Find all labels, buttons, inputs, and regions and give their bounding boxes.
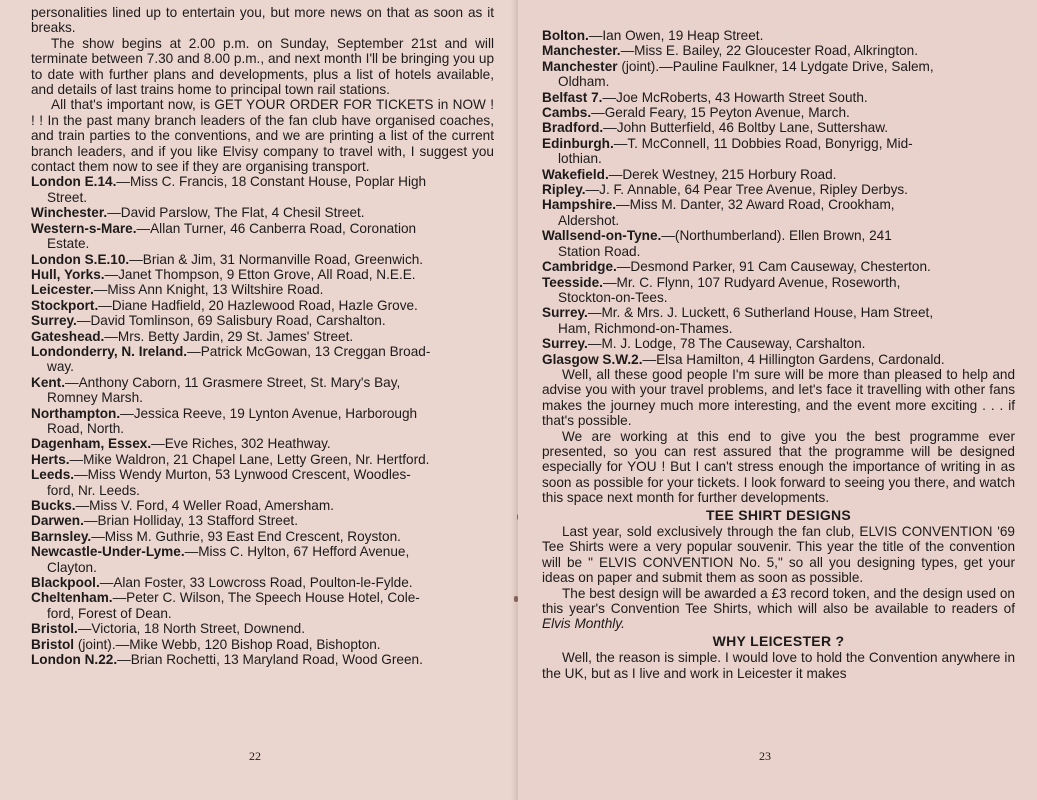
magazine-title: Elvis Monthly.: [542, 616, 625, 632]
branch-leader-entry: [31, 375, 494, 406]
branch-place: Leeds.: [31, 467, 75, 483]
branch-contact: —Miss C. Hylton, 67 Hefford Avenue,: [184, 544, 410, 560]
branch-place: Gateshead.: [31, 328, 105, 344]
branch-place: Glasgow S.W.2.: [542, 351, 643, 367]
right-page: [518, 0, 1037, 800]
branch-contact: —Mrs. Betty Jardin, 29 St. James' Street.: [104, 328, 354, 344]
branch-contact-continued: way.: [47, 359, 74, 375]
branch-contact: —Joe McRoberts, 43 Howarth Street South.: [602, 89, 868, 105]
branch-place: Bristol: [31, 636, 75, 652]
branch-leader-entry: [31, 282, 494, 297]
branch-leader-entry: [542, 352, 1015, 367]
branch-contact: —Miss Wendy Murton, 53 Lynwood Crescent, Woodles-: [74, 467, 411, 483]
branch-place: Surrey.: [31, 313, 77, 329]
branch-leader-entry: [542, 182, 1015, 197]
branch-leader-entry: [31, 498, 494, 513]
branch-contact: —Ian Owen, 19 Heap Street.: [588, 28, 764, 43]
branch-place: Stockport.: [31, 297, 99, 313]
tee-paragraph-2: [542, 586, 1015, 632]
branch-leader-entry: [542, 28, 1015, 43]
branch-contact: (joint).—Pauline Faulkner, 14 Lydgate Drive, Salem,: [617, 58, 934, 74]
branch-leader-entry: [31, 406, 494, 437]
branch-leader-entry: [31, 436, 494, 451]
branch-place: Cambs.: [542, 105, 592, 121]
branch-place: Winchester.: [31, 205, 108, 221]
left-page: [0, 0, 518, 800]
branch-leader-entry: [31, 621, 494, 636]
branch-leader-entry: [542, 228, 1015, 259]
page-number-left: 22: [249, 748, 261, 763]
branch-place: Northampton.: [31, 405, 121, 421]
branch-contact: —Mr. & Mrs. J. Luckett, 6 Sutherland House, Ham Street,: [587, 305, 934, 321]
branch-leader-entry: [542, 197, 1015, 228]
branch-contact: —Diane Hadfield, 20 Hazlewood Road, Hazle Grove.: [98, 297, 418, 313]
branch-contact: —Elsa Hamilton, 4 Hillington Gardens, Cardonald.: [642, 351, 945, 367]
branch-contact: —Gerald Feary, 15 Peyton Avenue, March.: [591, 105, 850, 121]
branch-leader-entry: [31, 452, 494, 467]
branch-place: Blackpool.: [31, 575, 100, 591]
branch-leader-entry: [31, 637, 494, 652]
branch-contact: —Miss V. Ford, 4 Weller Road, Amersham.: [75, 498, 334, 513]
branch-contact-continued: ford, Nr. Leeds.: [47, 482, 140, 498]
branch-leader-entry: [31, 205, 494, 220]
branch-place: Kent.: [31, 374, 65, 390]
branch-leader-entry: [542, 105, 1015, 120]
branch-place: Manchester: [542, 58, 618, 74]
branch-place: Belfast 7.: [542, 89, 603, 105]
branch-contact: —T. McConnell, 11 Dobbies Road, Bonyrigg, Mid-: [613, 135, 913, 151]
branch-place: Newcastle-Under-Lyme.: [31, 544, 185, 560]
branch-place: London E.14.: [31, 174, 117, 190]
branch-contact-continued: Estate.: [47, 236, 90, 252]
branch-leader-entry: [31, 329, 494, 344]
branch-contact: —Eve Riches, 302 Heathway.: [151, 436, 331, 452]
page-number-right: 23: [759, 748, 771, 763]
branch-place: Wakefield.: [542, 166, 609, 182]
branch-contact: —Derek Westney, 215 Horbury Road.: [608, 166, 837, 182]
branch-contact: —Miss E. Bailey, 22 Gloucester Road, Alkrington.: [620, 43, 919, 59]
why-paragraph: Well, the reason is simple. I would love to hold the Convention anywhere in the UK, but as I live and work in Leicester it makes: [542, 650, 1015, 681]
why-leicester-heading: WHY LEICESTER ?: [712, 632, 845, 649]
tee-paragraph-1: Last year, sold exclusively through the fan club, ELVIS CONVENTION '69 Tee Shirts were a very popular souvenir. This year the title of the convention will be " ELVIS CONVENTION No. 5," so all you designing types, get your ideas on paper and submit them as soon as possible.: [542, 524, 1015, 586]
branch-leader-entry: [31, 513, 494, 528]
branch-leader-entry: [542, 275, 1015, 306]
branch-place: Bucks.: [31, 498, 76, 513]
branch-leaders-list-left: [31, 174, 494, 667]
branch-contact: —Peter C. Wilson, The Speech House Hotel, Cole-: [112, 590, 420, 606]
branch-contact: —Miss Ann Knight, 13 Wiltshire Road.: [93, 282, 324, 298]
branch-leader-entry: [31, 298, 494, 313]
branch-contact: (joint).—Mike Webb, 120 Bishop Road, Bishopton.: [74, 636, 381, 652]
branch-contact-continued: Road, North.: [47, 420, 125, 436]
branch-place: Londonderry, N. Ireland.: [31, 343, 188, 359]
closing-paragraph-1: Well, all these good people I'm sure will be more than pleased to help and advise you with your travel problems, and let's face it travelling with other fans makes the journey much more interesting, and the event more exciting . . . if that's possible.: [542, 366, 1015, 429]
branch-place: Manchester.: [542, 43, 621, 59]
branch-leader-entry: [542, 259, 1015, 274]
branch-contact: —M. J. Lodge, 78 The Causeway, Carshalton.: [587, 336, 866, 352]
branch-leader-entry: [31, 267, 494, 282]
branch-place: Cambridge.: [542, 259, 617, 275]
branch-place: Edinburgh.: [542, 135, 614, 151]
branch-leader-entry: [542, 336, 1015, 351]
branch-contact: —Brian & Jim, 31 Normanville Road, Greenwich.: [129, 251, 424, 267]
branch-leader-entry: [542, 136, 1015, 167]
branch-leader-entry: [542, 90, 1015, 105]
branch-contact-continued: Clayton.: [47, 559, 97, 575]
branch-contact: —Mike Waldron, 21 Chapel Lane, Letty Green, Nr. Hertford.: [69, 451, 430, 467]
intro-paragraph-3: All that's important now, is GET YOUR ORDER FOR TICKETS in NOW ! ! ! In the past many branch leaders of the fan club have organised coaches, and train parties to the conventions, and we are printing a list of the current branch leaders, and if you like Elvisy company to travel with, I suggest you contact them now to see if they are organising transport.: [31, 97, 494, 175]
branch-leader-entry: [31, 174, 494, 205]
branch-place: Bolton.: [542, 28, 589, 43]
branch-place: Western-s-Mare.: [31, 220, 137, 236]
branch-place: Teesside.: [542, 274, 603, 290]
branch-place: Ripley.: [542, 182, 586, 198]
branch-contact: —Alan Foster, 33 Lowcross Road, Poulton-le-Fylde.: [99, 575, 413, 591]
branch-contact-continued: Stockton-on-Tees.: [558, 289, 668, 305]
branch-contact: —J. F. Annable, 64 Pear Tree Avenue, Ripley Derbys.: [585, 182, 908, 198]
branch-place: London N.22.: [31, 652, 118, 668]
branch-place: Bradford.: [542, 120, 604, 136]
branch-place: Wallsend-on-Tyne.: [542, 228, 662, 244]
branch-leader-entry: [31, 652, 494, 667]
branch-leader-entry: [31, 313, 494, 328]
branch-leader-entry: [31, 252, 494, 267]
branch-contact-continued: Street.: [47, 189, 88, 205]
branch-contact: —Victoria, 18 North Street, Downend.: [77, 621, 306, 637]
closing-paragraph-2: We are working at this end to give you the best programme ever presented, so you can rest assured that the programme will be designed especially for YOU ! But I can't stress enough the importance of writing in as soon as possible for your tickets. I look forward to seeing you there, and watch this space next month for further developments.: [542, 428, 1015, 506]
branch-contact: —John Butterfield, 46 Boltby Lane, Suttershaw.: [603, 120, 889, 136]
branch-contact: —Patrick McGowan, 13 Creggan Broad-: [187, 343, 431, 359]
branch-contact: —Desmond Parker, 91 Cam Causeway, Chesterton.: [616, 259, 931, 275]
branch-leader-entry: [542, 167, 1015, 182]
branch-contact-continued: lothian.: [558, 151, 602, 167]
branch-leader-entry: [31, 590, 494, 621]
branch-place: Cheltenham.: [31, 590, 113, 606]
branch-place: London S.E.10.: [31, 251, 130, 267]
branch-contact: —Miss C. Francis, 18 Constant House, Poplar High: [116, 174, 427, 190]
branch-place: Hull, Yorks.: [31, 266, 105, 282]
branch-leader-entry: [31, 467, 494, 498]
branch-contact-continued: Ham, Richmond-on-Thames.: [558, 320, 733, 336]
branch-leader-entry: [31, 221, 494, 252]
branch-contact: —Miss M. Guthrie, 93 East End Crescent, Royston.: [91, 528, 401, 544]
tee-paragraph-2-text: The best design will be awarded a £3 record token, and the design used on this year's Convention Tee Shirts, which will also be available to readers of: [542, 585, 1015, 617]
branch-leader-entry: [542, 59, 1015, 90]
branch-contact: —Brian Holliday, 13 Stafford Street.: [83, 513, 298, 529]
branch-place: Bristol.: [31, 621, 78, 637]
branch-leader-entry: [31, 344, 494, 375]
branch-leader-entry: [542, 43, 1015, 58]
tee-shirt-heading: TEE SHIRT DESIGNS: [705, 506, 852, 523]
branch-place: Dagenham, Essex.: [31, 436, 152, 452]
branch-place: Darwen.: [31, 513, 84, 529]
branch-contact: —Brian Rochetti, 13 Maryland Road, Wood Green.: [117, 652, 423, 668]
branch-leader-entry: [31, 575, 494, 590]
branch-contact: —Allan Turner, 46 Canberra Road, Coronation: [136, 220, 417, 236]
branch-contact-continued: Aldershot.: [558, 212, 620, 228]
branch-leader-entry: [542, 305, 1015, 336]
branch-contact: —(Northumberland). Ellen Brown, 241: [661, 228, 892, 244]
intro-paragraph-1: personalities lined up to entertain you, but more news on that as soon as it breaks.: [31, 5, 494, 36]
branch-leader-entry: [31, 529, 494, 544]
branch-leaders-list-right: [542, 28, 1015, 367]
intro-paragraph-2: The show begins at 2.00 p.m. on Sunday, September 21st and will terminate between 7.30 and 8.00 p.m., and next month I'll be bringing you up to date with further plans and developments, plus a list of hotels available, and details of last trains home to principal town rail stations.: [31, 35, 494, 98]
branch-leader-entry: [542, 120, 1015, 135]
branch-contact: —David Tomlinson, 69 Salisbury Road, Carshalton.: [76, 313, 386, 329]
branch-place: Surrey.: [542, 305, 588, 321]
branch-contact: —Jessica Reeve, 19 Lynton Avenue, Harborough: [120, 405, 418, 421]
branch-contact-continued: ford, Forest of Dean.: [47, 605, 172, 621]
branch-contact-continued: Station Road.: [558, 243, 641, 259]
branch-place: Herts.: [31, 451, 70, 467]
branch-contact: —Mr. C. Flynn, 107 Rudyard Avenue, Roseworth,: [602, 274, 901, 290]
branch-place: Hampshire.: [542, 197, 617, 213]
branch-place: Leicester.: [31, 282, 94, 298]
branch-leader-entry: [31, 544, 494, 575]
branch-contact: —David Parslow, The Flat, 4 Chesil Street.: [107, 205, 365, 221]
branch-place: Barnsley.: [31, 528, 92, 544]
branch-contact-continued: Oldham.: [558, 74, 610, 90]
branch-contact-continued: Romney Marsh.: [47, 390, 143, 406]
branch-contact: —Anthony Caborn, 11 Grasmere Street, St. Mary's Bay,: [64, 374, 401, 390]
branch-contact: —Miss M. Danter, 32 Award Road, Crookham,: [616, 197, 895, 213]
branch-contact: —Janet Thompson, 9 Etton Grove, All Road, N.E.E.: [104, 266, 416, 282]
branch-place: Surrey.: [542, 336, 588, 352]
